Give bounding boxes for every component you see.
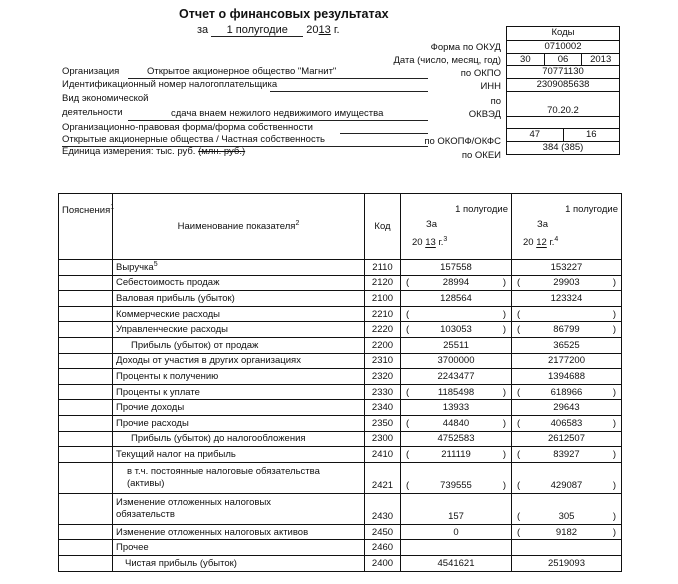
col-previous-year-prefix: 20 [523,237,534,249]
row-code: 2410 [365,447,401,463]
year-value: 13 [318,24,331,36]
row-code: 2200 [365,337,401,353]
legal-form-underline [340,133,428,134]
notes-cell [59,555,113,571]
okei-value: 384 (385) [507,141,619,154]
row-current-value: 157 [401,493,512,524]
row-previous-value: 429087 [550,479,583,491]
row-current-cell: ( 1185498 ) [401,384,512,400]
table-header-row [59,194,622,260]
row-previous-cell: ( 83927 ) [512,447,622,463]
row-previous-cell: ( 305 ) [512,493,622,524]
table-row [59,353,622,369]
date-day: 30 [520,53,531,65]
row-code: 2210 [365,306,401,322]
row-current-value: 739555 [440,479,472,491]
codes-box [506,26,620,155]
row-current-cell: ( ) [401,306,512,322]
col-current-header [401,194,512,260]
row-previous-value: 2177200 [512,353,622,369]
row-previous-value: 29903 [553,277,580,289]
row-previous-cell: ( ) [512,306,622,322]
date-value [507,53,619,66]
row-name: Проценты к получению [113,369,365,385]
row-current-value: 25511 [401,337,512,353]
table-row [59,431,622,447]
row-name: Текущий налог на прибыль [113,447,365,463]
row-name: Прочие доходы [113,400,365,416]
row-code: 2220 [365,322,401,338]
row-previous-value: 406583 [550,417,583,429]
inn-underline [270,91,428,92]
col-previous-suffix: г. [549,237,555,249]
row-code: 2320 [365,369,401,385]
okved-label-1: по [490,96,501,107]
notes-cell [59,431,113,447]
notes-cell [59,369,113,385]
row-name-line-1: в т.ч. постоянные налоговые обязательства [127,465,320,477]
row-current-value: 13933 [401,400,512,416]
row-current-value: 0 [401,524,512,540]
col-notes-label: Пояснения [62,205,111,217]
row-name: Управленческие расходы [113,322,365,338]
table-row [59,369,622,385]
row-code: 2120 [365,275,401,291]
okei-label: по ОКЕИ [461,150,501,161]
table-row [59,337,622,353]
row-code: 2110 [365,260,401,276]
unit-label: Единица измерения: тыс. руб. [62,146,196,157]
row-name-line-1: Изменение отложенных налоговых [116,496,272,508]
table-row [59,447,622,463]
legal-form-label: Организационно-правовая форма/форма собственности [62,122,313,133]
row-name: Валовая прибыль (убыток) [113,291,365,307]
row-code: 2421 [365,462,401,493]
row-current-cell: ( 44840 ) [401,415,512,431]
row-current-value: 103053 [440,324,472,336]
row-name: Прочее [113,540,365,556]
notes-cell [59,462,113,493]
row-name: Прибыль (убыток) от продаж [113,337,365,353]
notes-cell [59,260,113,276]
report-title: Отчет о финансовых результатах [179,7,389,21]
row-name: Проценты к уплате [113,384,365,400]
row-name-text: Выручка [116,262,154,274]
row-code: 2350 [365,415,401,431]
legal-form-value: Открытые акционерные общества / Частная собственность [62,134,326,145]
row-current-value: 128564 [401,291,512,307]
row-previous-cell: ( 86799 ) [512,322,622,338]
row-name [113,493,365,524]
row-current-value [401,540,512,556]
row-previous-value: 86799 [553,324,580,336]
row-current-cell: ( 28994 ) [401,275,512,291]
unit-line [62,146,245,157]
financial-results-table [58,193,622,572]
col-current-year: 13 [425,237,436,249]
inn-value: 2309085638 [507,78,619,91]
col-current-suffix: г. [438,237,444,249]
notes-cell [59,415,113,431]
period-value: 1 полугодие [211,24,303,37]
row-name-sup: 5 [153,261,158,269]
row-name: Коммерческие расходы [113,306,365,322]
row-previous-cell: ( 429087 ) [512,462,622,493]
row-previous-value: 153227 [512,260,622,276]
notes-cell [59,400,113,416]
row-name-line-2: (активы) [127,477,165,489]
col-current-sup: 3 [443,236,448,244]
notes-cell [59,384,113,400]
notes-cell [59,447,113,463]
col-current-period: 1 полугодие [455,204,508,216]
row-current-value: 28994 [442,277,470,289]
inn-label: Идентификационный номер налогоплательщика [62,79,278,90]
row-code: 2450 [365,524,401,540]
col-previous-year: 12 [536,237,547,249]
col-current-year-prefix: 20 [412,237,423,249]
row-name: Прочие расходы [113,415,365,431]
year-suffix: г. [333,24,340,36]
notes-cell [59,275,113,291]
row-previous-value: 83927 [553,448,580,460]
okopf-okfs-value [507,128,619,141]
row-current-value: 211119 [441,448,471,460]
row-previous-value: 2519093 [512,555,622,571]
row-previous-value [512,540,622,556]
period-line [197,24,340,37]
okpo-label: по ОКПО [460,68,501,79]
col-name-header [113,194,365,260]
row-previous-cell: ( 406583 ) [512,415,622,431]
date-year: 2013 [581,54,619,66]
activity-label-1: Вид экономической [62,93,149,104]
row-code: 2400 [365,555,401,571]
row-previous-value: 305 [558,510,575,522]
col-previous-header [512,194,622,260]
notes-cell [59,524,113,540]
row-name: Чистая прибыль (убыток) [113,555,365,571]
table-row [59,415,622,431]
table-row [59,524,622,540]
row-current-value: 3700000 [401,353,512,369]
row-current-value: 157558 [401,260,512,276]
table-row [59,400,622,416]
row-previous-value [565,309,568,320]
row-name: Доходы от участия в других организациях [113,353,365,369]
row-code: 2340 [365,400,401,416]
table-row [59,260,622,276]
row-previous-value: 618966 [550,386,583,398]
col-previous-sup: 4 [554,236,559,244]
table-row [59,462,622,493]
row-current-value: 4752583 [401,431,512,447]
inn-code-label: ИНН [480,81,501,92]
row-name: Себестоимость продаж [113,275,365,291]
row-previous-value: 123324 [512,291,622,307]
okved-label-2: ОКВЭД [468,109,501,120]
codes-heading: Коды [551,27,575,38]
period-prefix: за [197,24,209,36]
row-current-value [455,309,458,320]
col-code-header: Код [365,194,401,260]
row-name: Прибыль (убыток) до налогообложения [113,431,365,447]
year-prefix: 20 [306,24,319,36]
notes-cell [59,291,113,307]
row-current-value: 2243477 [401,369,512,385]
col-previous-za: За [537,219,549,231]
row-previous-value: 2612507 [512,431,622,447]
notes-cell [59,540,113,556]
notes-cell [59,493,113,524]
table-row [59,540,622,556]
okopf-label: по ОКОПФ/ОКФС [424,136,501,147]
table-row [59,493,622,524]
row-current-cell: ( 211119 ) [401,447,512,463]
row-current-value: 4541621 [401,555,512,571]
col-previous-period: 1 полугодие [565,204,618,216]
row-name [113,260,365,276]
row-name: Изменение отложенных налоговых активов [113,524,365,540]
activity-underline [128,120,428,121]
okved-value: 70.20.2 [507,91,619,116]
okud-value: 0710002 [507,40,619,53]
okpo-value: 70771130 [507,65,619,78]
row-previous-value: 29643 [512,400,622,416]
row-previous-value: 36525 [512,337,622,353]
row-current-cell: ( 103053 ) [401,322,512,338]
activity-value: сдача внаем нежилого недвижимого имущества [171,108,384,119]
notes-cell [59,306,113,322]
row-code: 2430 [365,493,401,524]
row-previous-value: 1394688 [512,369,622,385]
notes-cell [59,337,113,353]
row-name-line-2: обязательств [116,508,175,520]
row-previous-cell: ( 29903 ) [512,275,622,291]
legal-form-code-blank [507,116,619,128]
table-row [59,275,622,291]
date-month: 06 [544,54,582,66]
date-label: Дата (число, месяц, год) [393,55,501,66]
row-previous-cell: ( 9182 ) [512,524,622,540]
activity-label-2: деятельности [62,107,123,118]
row-code: 2330 [365,384,401,400]
col-name-label: Наименование показателя [177,221,296,233]
col-notes-sup: 1 [110,204,115,211]
table-row [59,306,622,322]
table-row [59,384,622,400]
row-code: 2460 [365,540,401,556]
row-code: 2100 [365,291,401,307]
col-name-sup: 2 [295,220,300,228]
table-row [59,291,622,307]
row-current-value: 44840 [442,417,470,429]
row-name [113,462,365,493]
col-notes-header [59,194,113,260]
notes-cell [59,322,113,338]
notes-cell [59,353,113,369]
row-previous-cell: ( 618966 ) [512,384,622,400]
unit-struck: (млн. руб.) [198,146,246,157]
row-previous-value: 9182 [555,526,578,538]
col-current-za: За [426,219,438,231]
org-label: Организация [62,66,120,77]
table-row [59,322,622,338]
table-row [59,555,622,571]
org-value: Открытое акционерное общество "Магнит" [147,66,337,77]
okfs-value: 16 [563,129,620,141]
row-code: 2300 [365,431,401,447]
row-current-value: 1185498 [437,386,475,398]
row-current-cell: ( 739555 ) [401,462,512,493]
okopf-value: 47 [529,128,541,140]
row-code: 2310 [365,353,401,369]
okud-label: Форма по ОКУД [430,42,501,53]
